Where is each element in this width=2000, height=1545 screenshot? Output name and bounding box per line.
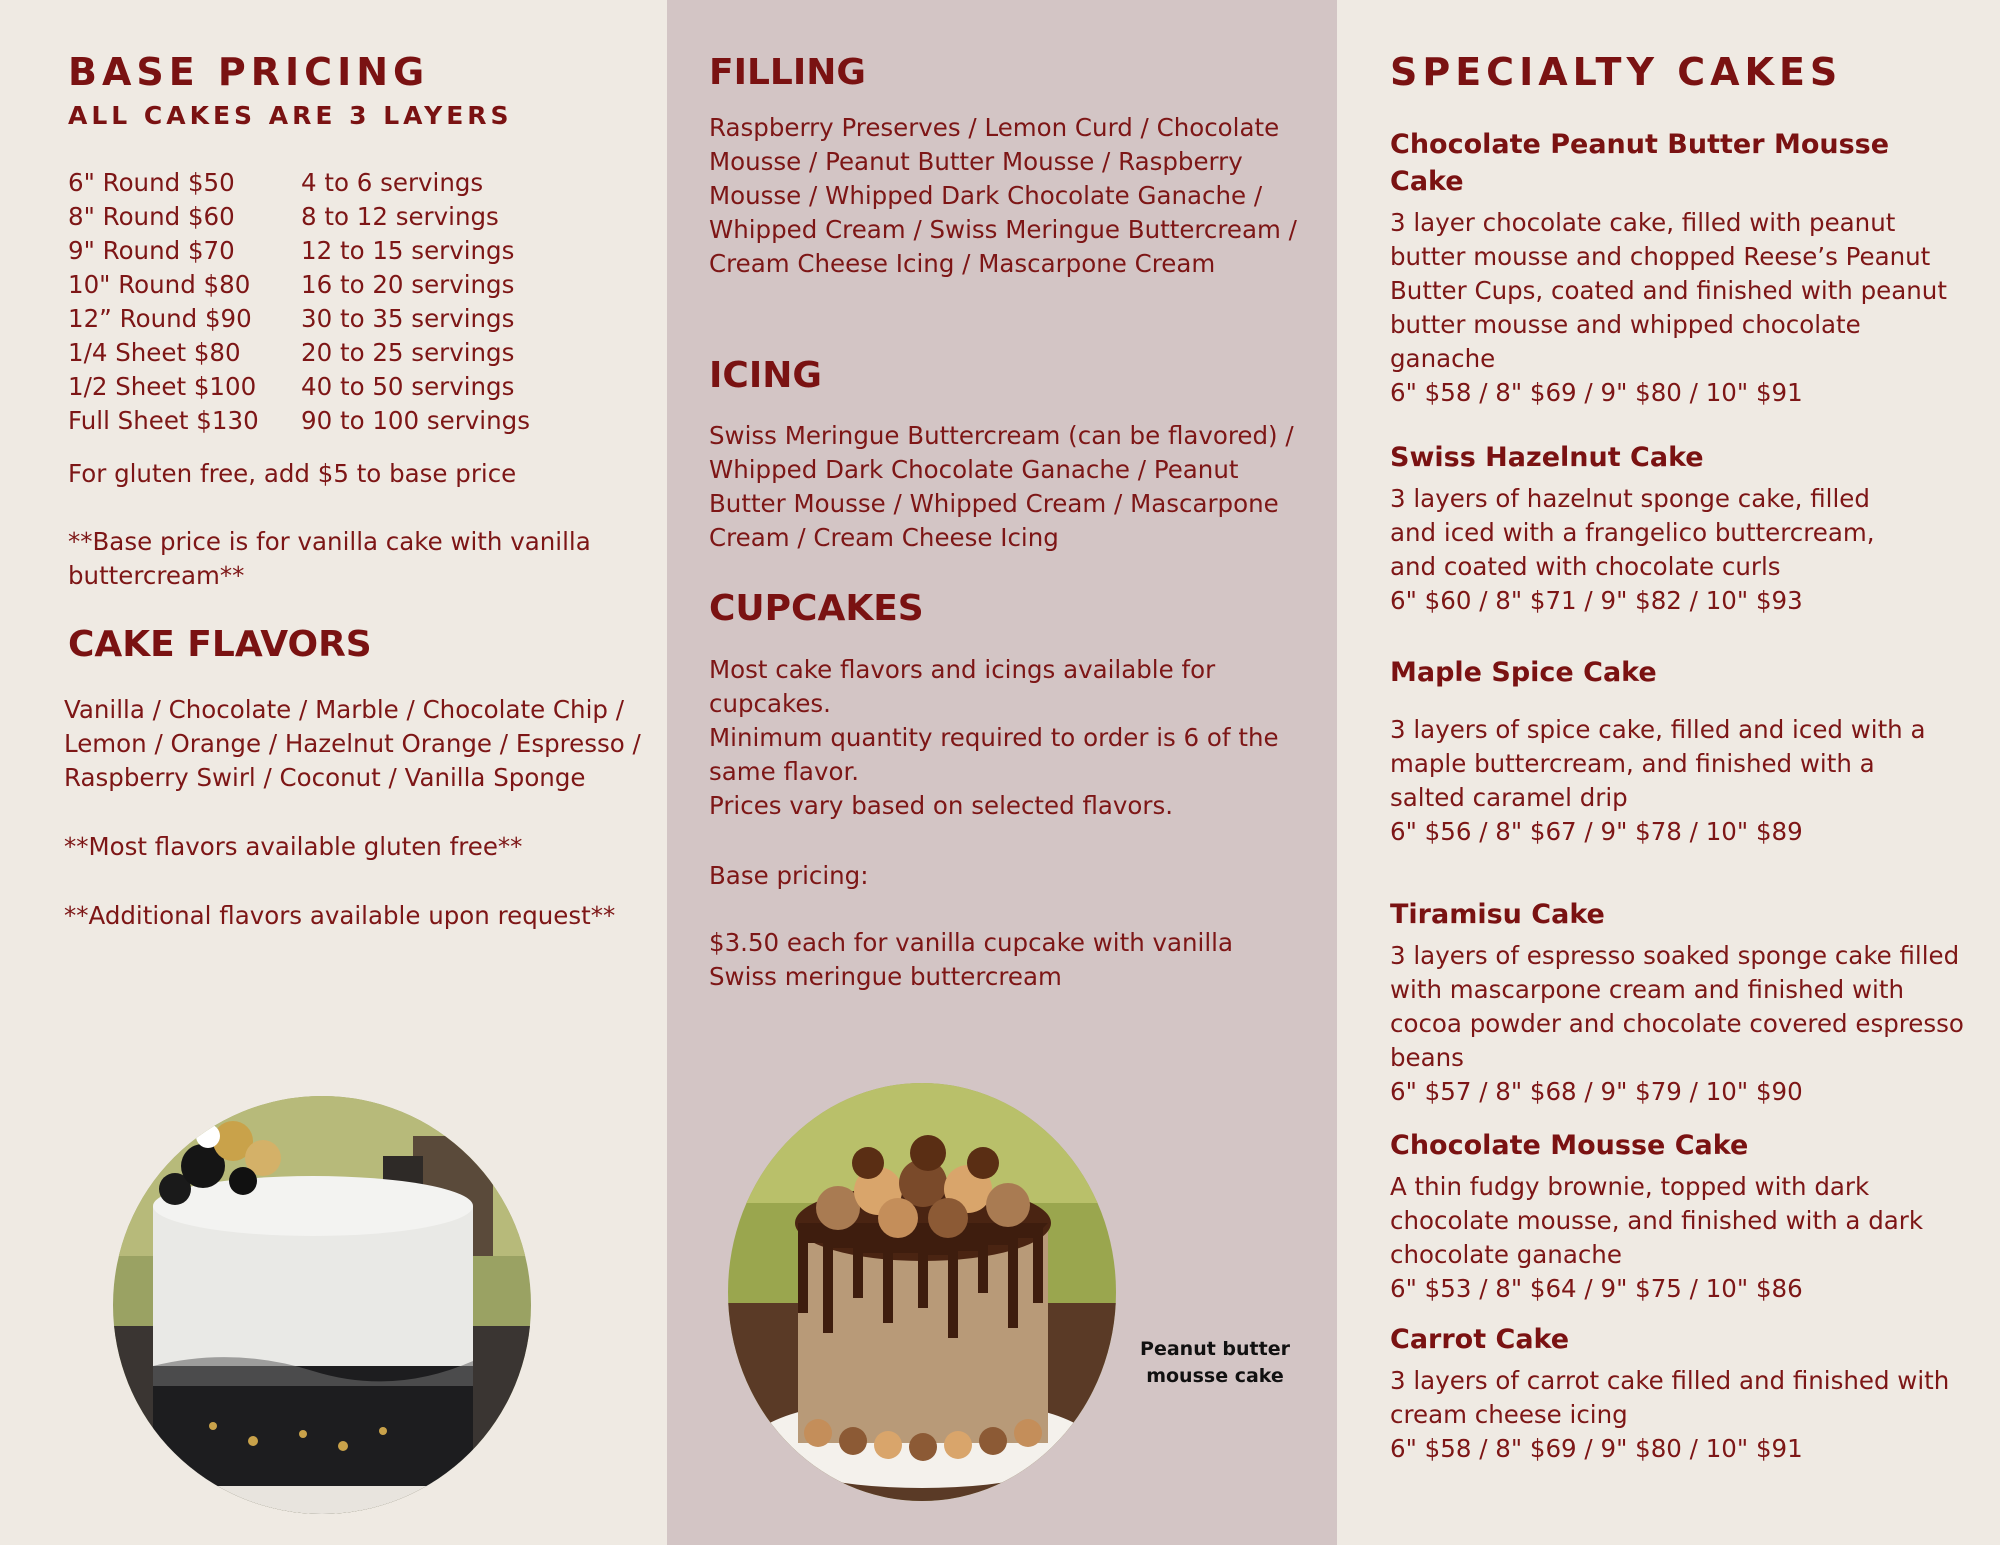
specialty-cakes-title: SPECIALTY CAKES [1390,50,1843,94]
size-price: 1/2 Sheet $100 [68,372,257,401]
table-row [68,234,530,268]
cake-flavors-title: CAKE FLAVORS [68,624,372,665]
cupcakes-title: CUPCAKES [709,588,924,629]
base-pricing-subtitle: ALL CAKES ARE 3 LAYERS [68,101,513,130]
middle-panel [667,0,1337,1545]
base-price-note: **Base price is for vanilla cake with vanilla buttercream** [68,527,591,590]
table-row [68,302,530,336]
table-row [68,404,530,438]
size-price: 6" Round $50 [68,168,235,197]
white-black-cake-photo [113,1096,531,1514]
cake-description: 3 layer chocolate cake, filled with peanut butter mousse and chopped Reese’s Peanut Butter Cups, coated and finished with peanut butter mousse and whipped chocolate ganache [1390,208,1947,373]
table-row [68,370,530,404]
cake-prices: 6" $57 / 8" $68 / 9" $79 / 10" $90 [1390,1077,1803,1106]
specialty-cake-item [1390,654,1965,849]
size-price: 8" Round $60 [68,202,235,231]
cake-description: 3 layers of espresso soaked sponge cake filled with mascarpone cream and finished with cocoa powder and chocolate covered espresso beans [1390,941,1964,1072]
gluten-free-flavors-note: **Most flavors available gluten free** [64,832,523,861]
cake-name: Chocolate Mousse Cake [1390,1130,1749,1161]
size-price: 10" Round $80 [68,270,251,299]
cake-name: Chocolate Peanut Butter Mousse Cake [1390,129,1890,197]
specialty-cake-item [1390,1321,1965,1466]
cake-description: 3 layers of carrot cake filled and finished with cream cheese icing [1390,1366,1950,1429]
specialty-cake-item [1390,439,1965,618]
pricing-table [68,166,530,438]
base-pricing-title: BASE PRICING [68,50,430,94]
size-price: 12” Round $90 [68,304,252,333]
left-panel [0,0,667,1545]
servings: 90 to 100 servings [301,406,530,435]
peanut-butter-cake-photo [728,1083,1116,1501]
table-row [68,200,530,234]
additional-flavors-note: **Additional flavors available upon request** [64,901,616,930]
cake-prices: 6" $58 / 8" $69 / 9" $80 / 10" $91 [1390,1434,1803,1463]
photo-caption: Peanut butter mousse cake [1140,1338,1290,1387]
size-price: 1/4 Sheet $80 [68,338,241,367]
gluten-free-note: For gluten free, add $5 to base price [68,459,517,488]
cake-name: Tiramisu Cake [1390,899,1605,930]
right-panel [1337,0,2000,1545]
cake-prices: 6" $58 / 8" $69 / 9" $80 / 10" $91 [1390,378,1803,407]
servings: 12 to 15 servings [301,236,515,265]
cupcakes-base-pricing-label: Base pricing: [709,861,869,890]
servings: 30 to 35 servings [301,304,515,333]
cupcakes-price-note: Prices vary based on selected flavors. [709,791,1174,820]
filling-list: Raspberry Preserves / Lemon Curd / Chocolate Mousse / Peanut Butter Mousse / Raspberry Mousse / Whipped Dark Chocolate Ganache / Whipped Cream / Swiss Meringue Buttercream / Cream Cheese Icing / Mascarpone Cream [709,113,1297,278]
servings: 40 to 50 servings [301,372,515,401]
servings: 16 to 20 servings [301,270,515,299]
cake-flavors-list: Vanilla / Chocolate / Marble / Chocolate Chip / Lemon / Orange / Hazelnut Orange / Espresso / Raspberry Swirl / Coconut / Vanilla Sponge [64,695,641,792]
table-row [68,166,530,200]
servings: 8 to 12 servings [301,202,499,231]
specialty-cake-item [1390,126,1965,410]
specialty-cake-item [1390,1127,1965,1306]
size-price: 9" Round $70 [68,236,235,265]
servings: 4 to 6 servings [301,168,484,197]
cake-description: 3 layers of hazelnut sponge cake, filled and iced with a frangelico buttercream, and coated with chocolate curls [1390,484,1875,581]
size-price: Full Sheet $130 [68,406,259,435]
cake-description: A thin fudgy brownie, topped with dark chocolate mousse, and finished with a dark chocolate ganache [1390,1172,1924,1269]
cupcakes-base-price: $3.50 each for vanilla cupcake with vanilla Swiss meringue buttercream [709,928,1233,991]
cake-name: Carrot Cake [1390,1324,1570,1355]
cake-name: Maple Spice Cake [1390,657,1657,688]
cake-prices: 6" $53 / 8" $64 / 9" $75 / 10" $86 [1390,1274,1803,1303]
icing-list: Swiss Meringue Buttercream (can be flavored) / Whipped Dark Chocolate Ganache / Peanut Butter Mousse / Whipped Cream / Mascarpone Cream / Cream Cheese Icing [709,421,1294,552]
servings: 20 to 25 servings [301,338,515,367]
cupcakes-info [709,653,1279,823]
filling-title: FILLING [709,52,866,93]
cupcakes-availability: Most cake flavors and icings available for cupcakes. [709,655,1216,718]
cake-name: Swiss Hazelnut Cake [1390,442,1704,473]
cake-description: 3 layers of spice cake, filled and iced with a maple buttercream, and finished with a salted caramel drip [1390,715,1926,812]
table-row [68,268,530,302]
cupcakes-minimum: Minimum quantity required to order is 6 of the same flavor. [709,723,1279,786]
specialty-cake-item [1390,896,1965,1109]
cake-prices: 6" $60 / 8" $71 / 9" $82 / 10" $93 [1390,586,1803,615]
cake-prices: 6" $56 / 8" $67 / 9" $78 / 10" $89 [1390,817,1803,846]
icing-title: ICING [709,355,822,396]
table-row [68,336,530,370]
